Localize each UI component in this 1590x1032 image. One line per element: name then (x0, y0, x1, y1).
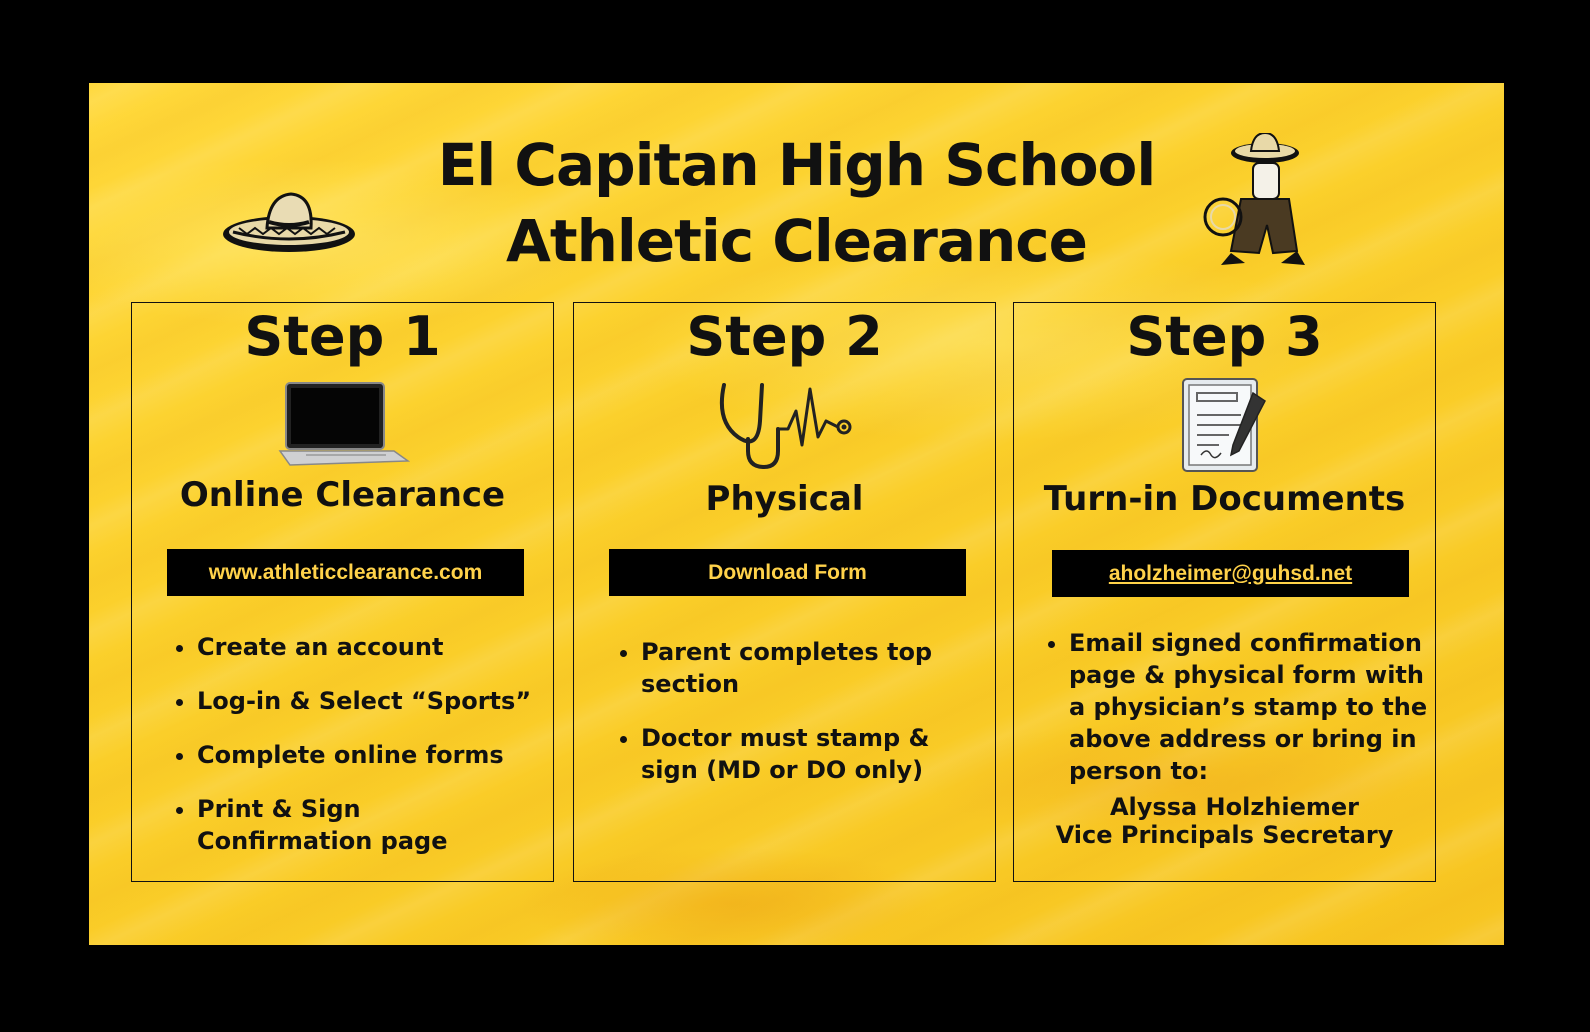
laptop-icon (276, 381, 410, 467)
step-3-heading: Turn-in Documents (1043, 479, 1406, 519)
step-1-title: Step 1 (244, 305, 441, 368)
contact-name: Alyssa Holzhiemer (1109, 793, 1360, 821)
step-2-bullets (616, 636, 985, 808)
step-3-card (1013, 302, 1436, 882)
list-item: • Print & Sign Confirmation page (197, 793, 543, 857)
step-1-card (131, 302, 554, 882)
contact-role: Vice Principals Secretary (1055, 821, 1394, 849)
download-form-label: Download Form (708, 560, 867, 584)
stethoscope-icon (714, 381, 856, 469)
step-2-title: Step 2 (686, 305, 883, 368)
sombrero-icon (219, 188, 359, 258)
email-link-label: aholzheimer@guhsd.net (1108, 561, 1353, 585)
flyer-slide (89, 83, 1504, 945)
list-item: • Email signed confirmation page & physical form with a physician’s stamp to the above address or bring in person to: (1069, 627, 1429, 787)
athletic-clearance-link[interactable] (167, 549, 524, 596)
step-1-bullets (172, 631, 543, 879)
document-pen-icon (1179, 375, 1271, 475)
list-item: • Log-in & Select “Sports” (197, 685, 543, 717)
page-title: El Capitan High School (437, 131, 1156, 199)
list-item: • Complete online forms (197, 739, 543, 771)
step-3-title: Step 3 (1126, 305, 1323, 368)
step-3-bullets (1044, 627, 1429, 787)
page-subtitle: Athletic Clearance (506, 207, 1087, 275)
email-link[interactable] (1052, 550, 1409, 597)
athletic-clearance-link-label: www.athleticclearance.com (208, 560, 483, 584)
cowboy-mascot-icon (1201, 133, 1321, 271)
list-item: • Doctor must stamp & sign (MD or DO only) (641, 722, 985, 786)
step-2-card (573, 302, 996, 882)
step-1-heading: Online Clearance (179, 475, 506, 515)
download-form-button[interactable] (609, 549, 966, 596)
list-item: • Parent completes top section (641, 636, 985, 700)
list-item: • Create an account (197, 631, 543, 663)
step-2-heading: Physical (705, 479, 864, 519)
